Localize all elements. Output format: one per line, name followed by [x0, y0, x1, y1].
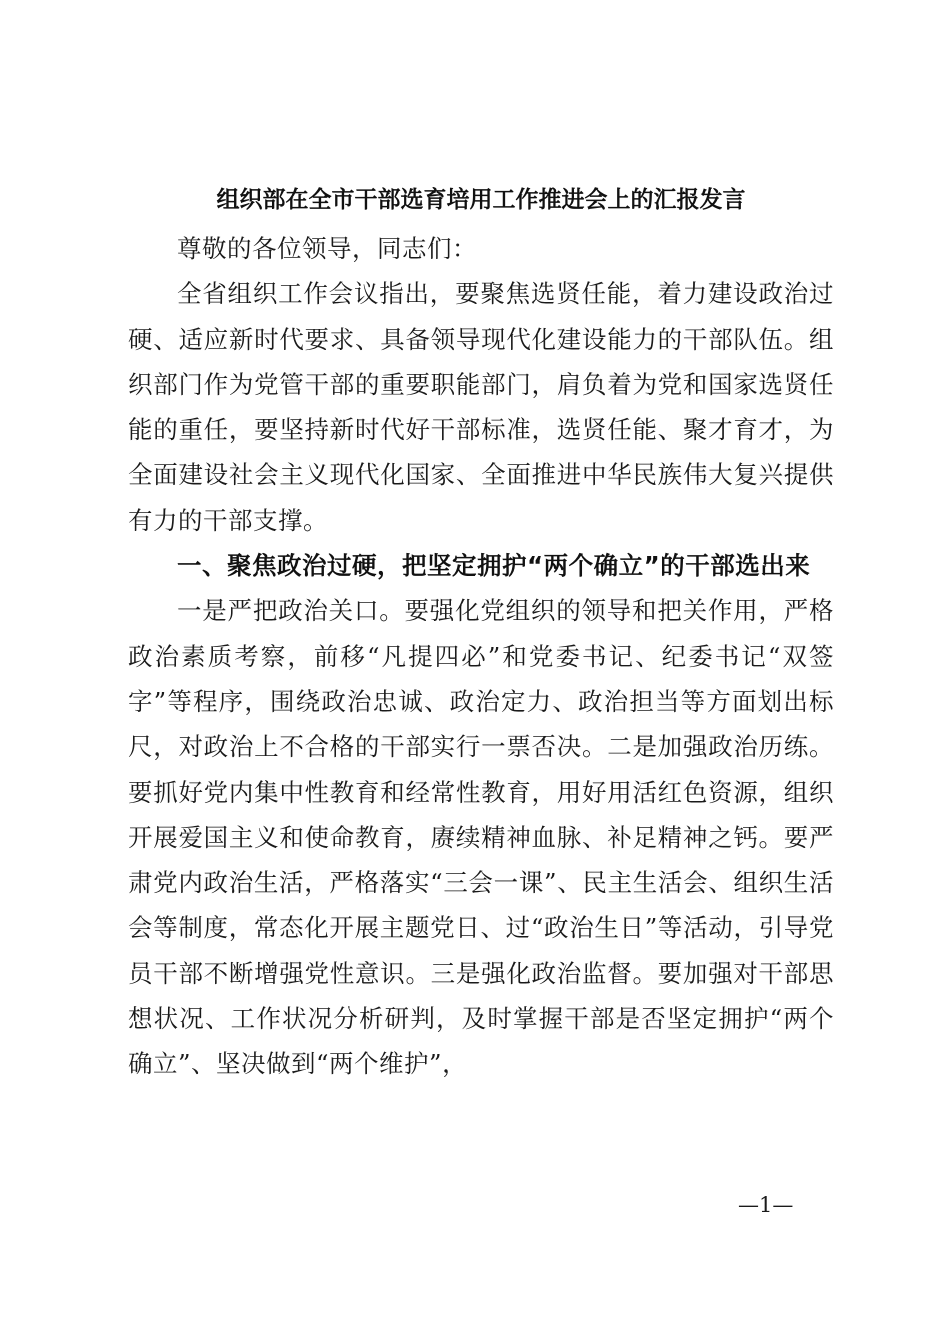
intro-paragraph: 全省组织工作会议指出，要聚焦选贤任能，着力建设政治过硬、适应新时代要求、具备领导现代化建设能力的干部队伍。组织部门作为党管干部的重要职能部门，肩负着为党和国家选贤任能的重任，要坚持新时代好干部标准，选贤任能、聚才育才，为全面建设社会主义现代化国家、全面推进中华民族伟大复兴提供有力的干部支撑。: [128, 279, 834, 535]
salutation: 尊敬的各位领导，同志们：: [177, 234, 477, 263]
document-body: [128, 226, 834, 1087]
section-paragraph: 一是严把政治关口。要强化党组织的领导和把关作用，严格政治素质考察，前移“凡提四必”和党委书记、纪委书记“双签字”等程序，围绕政治忠诚、政治定力、政治担当等方面划出标尺，对政治上不合格的干部实行一票否决。二是加强政治历练。要抓好党内集中性教育和经常性教育，用好用活红色资源，组织开展爱国主义和使命教育，赓续精神血脉、补足精神之钙。要严肃党内政治生活，严格落实“三会一课”、民主生活会、组织生活会等制度，常态化开展主题党日、过“政治生日”等活动，引导党员干部不断增强党性意识。三是强化政治监督。要加强对干部思想状况、工作状况分析研判，及时掌握干部是否坚定拥护“两个确立”、坚决做到“两个维护”，: [128, 596, 834, 1079]
section-heading: 一、聚焦政治过硬，把坚定拥护“两个确立”的干部选出来: [177, 551, 811, 581]
page-number: —1—: [738, 1193, 794, 1217]
document-title: 组织部在全市干部选育培用工作推进会上的汇报发言: [216, 186, 746, 213]
